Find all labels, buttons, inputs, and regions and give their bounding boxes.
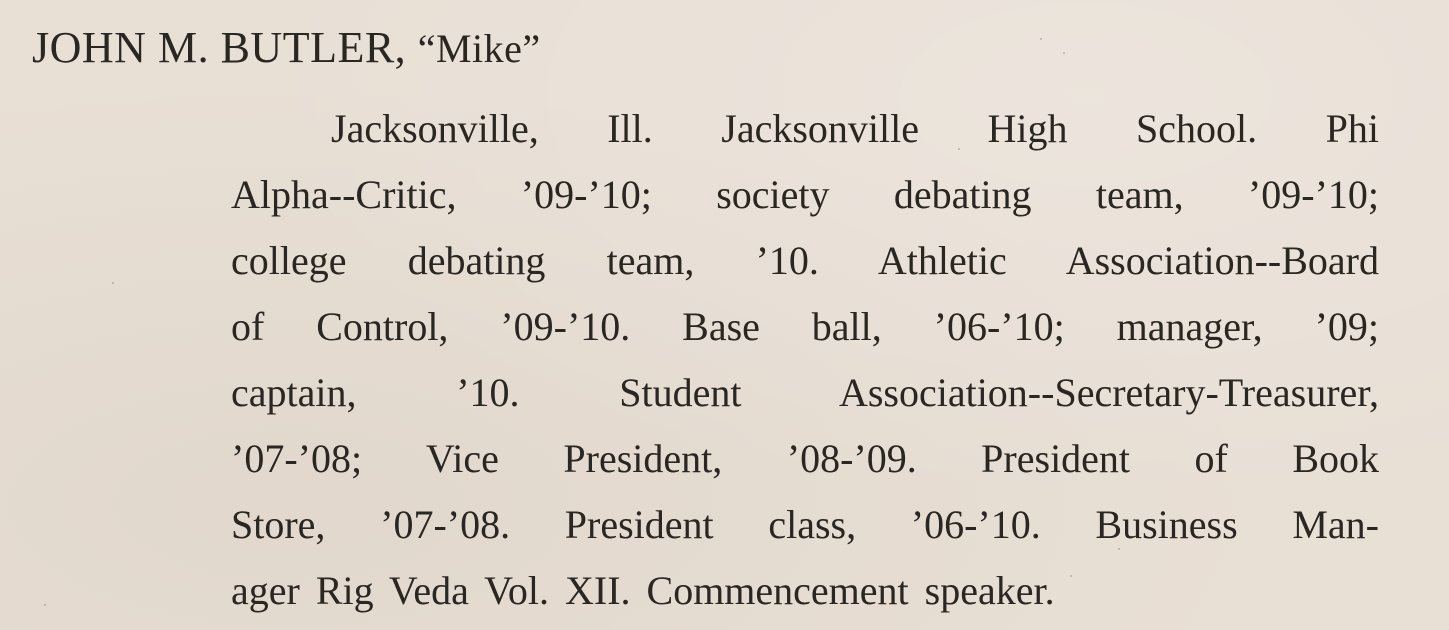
paper-speck [1063,52,1065,54]
paper-speck [112,282,114,284]
bio-line: ager Rig Veda Vol. XII. Commencement speaker. [231,568,1055,613]
bio-line: of Control, ’09-’10. Base ball, ’06-’10; manager, ’09; [231,304,1379,349]
bio-line: Store, ’07-’08. President class, ’06-’10. Business Man- [231,502,1379,547]
biography-paragraph [231,96,1379,624]
paper-speck [44,604,46,606]
entry-heading [32,20,541,77]
student-nickname: “Mike” [417,26,541,71]
bio-line: ’07-’08; Vice President, ’08-’09. President of Book [231,436,1379,481]
bio-line: college debating team, ’10. Athletic Association--Board [231,238,1379,283]
bio-line: Alpha--Critic, ’09-’10; society debating team, ’09-’10; [231,172,1379,217]
bio-line: Jacksonville, Ill. Jacksonville High School. Phi [331,106,1379,151]
student-name: JOHN M. BUTLER, [32,23,407,72]
paper-speck [1040,38,1042,40]
bio-line: captain, ’10. Student Association--Secretary-Treasurer, [231,370,1379,415]
